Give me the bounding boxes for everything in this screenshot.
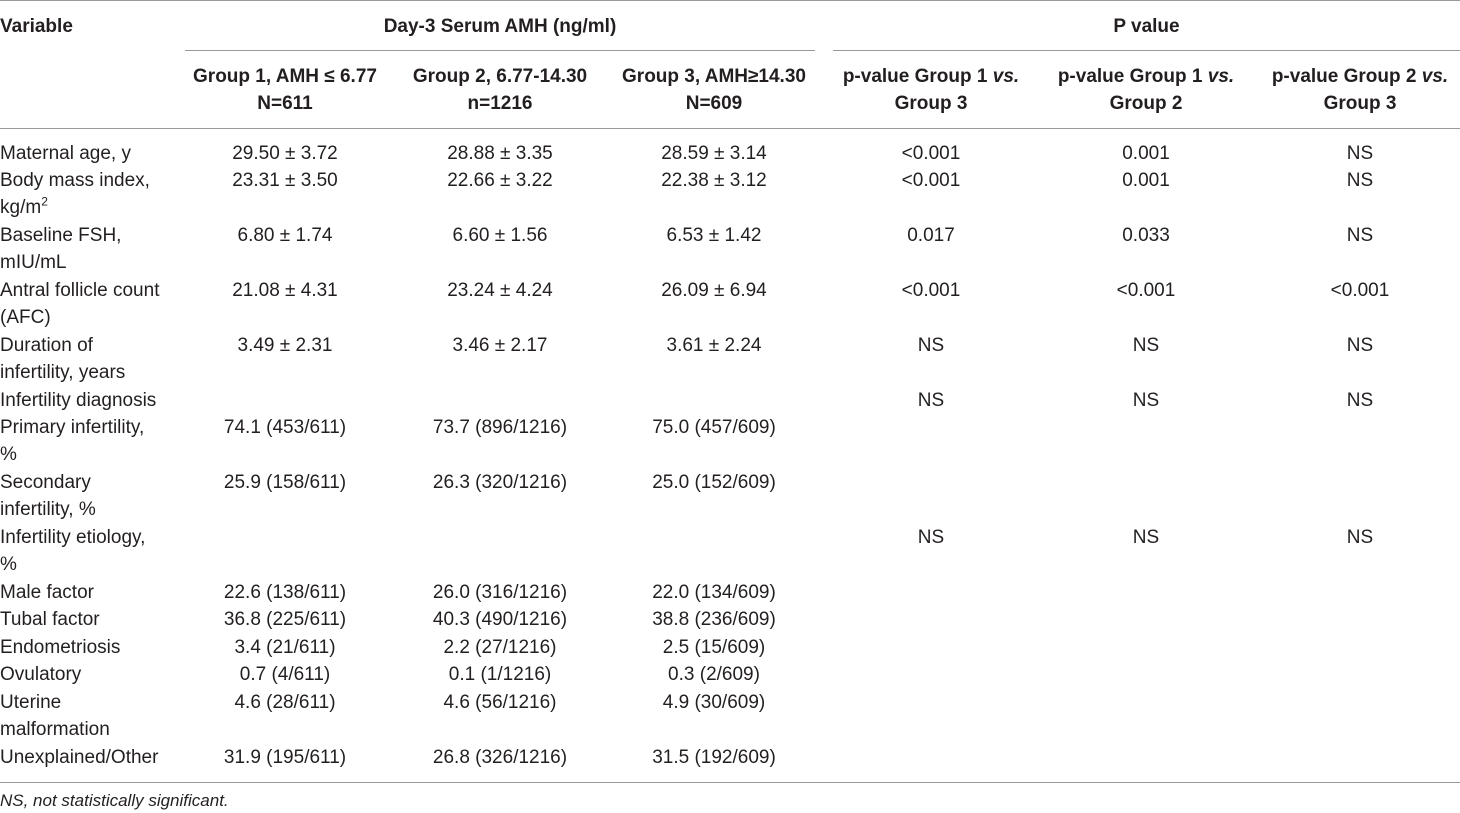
column-header-p12: p-value Group 1 vs. Group 2 bbox=[1057, 66, 1235, 114]
cell-group3: 75.0 (457/609) bbox=[652, 417, 776, 438]
row-label: Body mass index, $kg/m^2$ bbox=[0, 170, 150, 218]
cell-p-value-1-vs-2: NS bbox=[1132, 335, 1160, 356]
cell-group1: 36.8 (225/611) bbox=[223, 609, 347, 630]
cell-group3: 22.38 ± 3.12 bbox=[661, 170, 767, 191]
row-label: Infertility etiology, % bbox=[0, 527, 146, 575]
cell-group3: 0.3 (2/609) bbox=[668, 664, 760, 685]
cell-group1: 0.7 (4/611) bbox=[239, 664, 331, 685]
cell-p-value-1-vs-2: NS bbox=[1132, 527, 1160, 548]
cell-group2: 26.3 (320/1216) bbox=[432, 472, 568, 493]
cell-group3: 31.5 (192/609) bbox=[652, 747, 776, 768]
row-label: Secondary infertility, % bbox=[0, 472, 96, 520]
cell-group3: 4.9 (30/609) bbox=[662, 692, 766, 713]
table-footnote: NS, not statistically significant. bbox=[0, 791, 229, 810]
group-header: Day-3 Serum AMH (ng/ml) bbox=[383, 16, 617, 37]
cell-group2: 3.46 ± 2.17 bbox=[452, 335, 548, 356]
cell-p-value-1-vs-3: 0.017 bbox=[907, 225, 955, 246]
column-header-group1: Group 1, AMH ≤ 6.77 N=611 bbox=[193, 66, 377, 114]
cell-group3: 28.59 ± 3.14 bbox=[661, 143, 767, 164]
cell-p-value-2-vs-3: NS bbox=[1346, 527, 1374, 548]
cell-group1: 21.08 ± 4.31 bbox=[232, 280, 338, 301]
cell-group1: 74.1 (453/611) bbox=[223, 417, 347, 438]
cell-group2: 23.24 ± 4.24 bbox=[447, 280, 553, 301]
cell-group2: 6.60 ± 1.56 bbox=[452, 225, 548, 246]
cell-p-value-2-vs-3: NS bbox=[1346, 335, 1374, 356]
row-label: Infertility diagnosis bbox=[0, 390, 157, 411]
cell-p-value-1-vs-2: 0.001 bbox=[1122, 170, 1170, 191]
row-label: Baseline FSH, mIU/mL bbox=[0, 225, 122, 273]
cell-p-value-1-vs-3: <0.001 bbox=[901, 280, 961, 301]
cell-group3: 6.53 ± 1.42 bbox=[666, 225, 762, 246]
cell-group1: 4.6 (28/611) bbox=[234, 692, 336, 713]
cell-group2: 4.6 (56/1216) bbox=[443, 692, 557, 713]
column-header-group3: Group 3, AMH≥14.30 N=609 bbox=[622, 66, 806, 114]
cell-group1: 6.80 ± 1.74 bbox=[237, 225, 333, 246]
group-header-rule bbox=[185, 50, 815, 51]
cell-p-value-2-vs-3: NS bbox=[1346, 143, 1374, 164]
cell-p-value-1-vs-3: NS bbox=[917, 390, 945, 411]
cell-group2: 40.3 (490/1216) bbox=[432, 609, 568, 630]
row-label: Male factor bbox=[0, 582, 94, 603]
cell-group3: 26.09 ± 6.94 bbox=[661, 280, 767, 301]
cell-p-value-1-vs-2: <0.001 bbox=[1116, 280, 1176, 301]
cell-p-value-1-vs-3: NS bbox=[917, 527, 945, 548]
cell-group2: 73.7 (896/1216) bbox=[432, 417, 568, 438]
cell-p-value-2-vs-3: <0.001 bbox=[1330, 280, 1390, 301]
cell-group2: 26.8 (326/1216) bbox=[432, 747, 568, 768]
row-label: Unexplained/Other bbox=[0, 747, 159, 768]
cell-group3: 22.0 (134/609) bbox=[652, 582, 776, 603]
cell-p-value-2-vs-3: NS bbox=[1346, 390, 1374, 411]
cell-group2: 28.88 ± 3.35 bbox=[447, 143, 553, 164]
cell-group3: 3.61 ± 2.24 bbox=[666, 335, 762, 356]
row-label: Duration of infertility, years bbox=[0, 335, 126, 383]
top-rule bbox=[0, 0, 1460, 1]
cell-p-value-1-vs-3: <0.001 bbox=[901, 143, 961, 164]
cell-p-value-1-vs-2: 0.033 bbox=[1122, 225, 1170, 246]
cell-group3: 38.8 (236/609) bbox=[652, 609, 776, 630]
row-label: Tubal factor bbox=[0, 609, 100, 630]
cell-p-value-2-vs-3: NS bbox=[1346, 170, 1374, 191]
row-label: Uterine malformation bbox=[0, 692, 110, 740]
cell-group1: 3.49 ± 2.31 bbox=[237, 335, 333, 356]
cell-group2: 26.0 (316/1216) bbox=[432, 582, 568, 603]
row-label: Maternal age, y bbox=[0, 143, 131, 164]
cell-p-value-1-vs-2: 0.001 bbox=[1122, 143, 1170, 164]
row-label: Endometriosis bbox=[0, 637, 121, 658]
pvalue-header-rule bbox=[833, 50, 1460, 51]
pvalue-header: P value bbox=[1113, 16, 1180, 37]
header-bottom-rule bbox=[0, 128, 1460, 129]
variable-header: Variable bbox=[0, 16, 73, 37]
cell-group1: 23.31 ± 3.50 bbox=[232, 170, 338, 191]
cell-p-value-1-vs-2: NS bbox=[1132, 390, 1160, 411]
row-label: Ovulatory bbox=[0, 664, 82, 685]
cell-group1: 3.4 (21/611) bbox=[234, 637, 336, 658]
cell-group1: 22.6 (138/611) bbox=[223, 582, 347, 603]
column-header-p13: p-value Group 1 vs. Group 3 bbox=[842, 66, 1020, 114]
cell-group2: 2.2 (27/1216) bbox=[443, 637, 557, 658]
row-label: Primary infertility, % bbox=[0, 417, 145, 465]
cell-p-value-2-vs-3: NS bbox=[1346, 225, 1374, 246]
cell-group1: 31.9 (195/611) bbox=[223, 747, 347, 768]
cell-group3: 2.5 (15/609) bbox=[662, 637, 766, 658]
cell-p-value-1-vs-3: <0.001 bbox=[901, 170, 961, 191]
cell-group3: 25.0 (152/609) bbox=[652, 472, 776, 493]
column-header-p23: p-value Group 2 vs. Group 3 bbox=[1271, 66, 1449, 114]
cell-group1: 29.50 ± 3.72 bbox=[232, 143, 338, 164]
row-label: Antral follicle count (AFC) bbox=[0, 280, 160, 328]
cell-group2: 22.66 ± 3.22 bbox=[447, 170, 553, 191]
cell-group1: 25.9 (158/611) bbox=[223, 472, 347, 493]
cell-p-value-1-vs-3: NS bbox=[917, 335, 945, 356]
column-header-group2: Group 2, 6.77-14.30 n=1216 bbox=[412, 66, 588, 114]
bottom-rule bbox=[0, 782, 1460, 783]
cell-group2: 0.1 (1/1216) bbox=[448, 664, 552, 685]
